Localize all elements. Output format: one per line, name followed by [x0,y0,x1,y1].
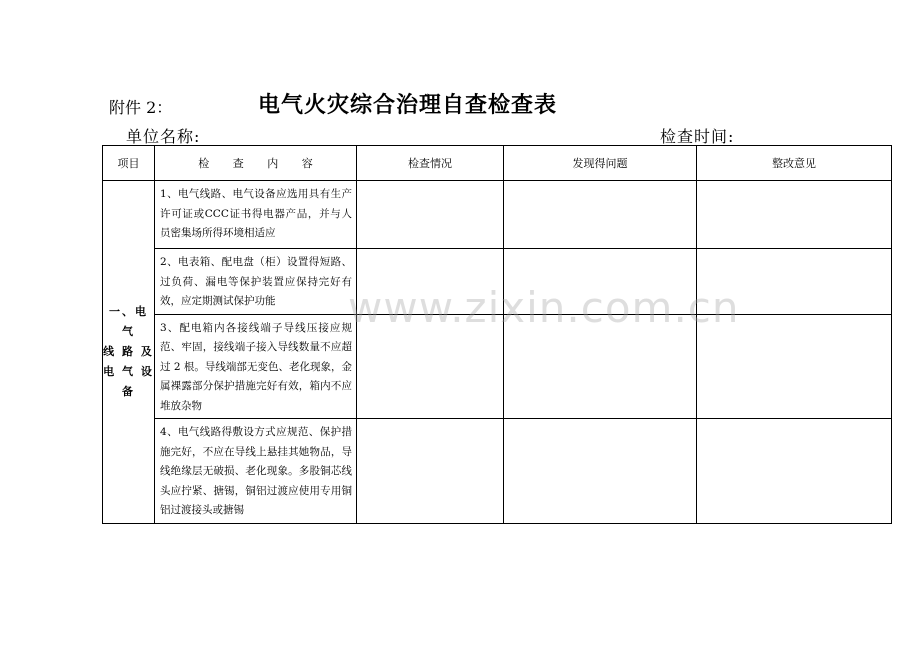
category-cell [103,181,155,524]
check-item-4: 4、电气线路得敷设方式应规范、保护措施完好，不应在导线上悬挂其她物品，导线绝缘层无破损、老化现象。多股铜芯线头应拧紧、搪锡，铜铝过渡应使用专用铜铝过渡接头或搪锡 [155,419,357,524]
status-cell[interactable] [357,419,504,524]
check-item-3: 3、配电箱内各接线端子导线压接应规范、牢固，接线端子接入导线数量不应超过 2 根。导线端部无变色、老化现象，金属裸露部分保护措施完好有效，箱内不应堆放杂物 [155,314,357,419]
column-header-status: 检查情况 [357,146,504,181]
rectification-cell[interactable] [697,314,892,419]
table-row [103,181,892,249]
column-header-content: 检 查 内 容 [155,146,357,181]
column-header-problems: 发现得问题 [504,146,697,181]
page-title: 电气火灾综合治理自查检查表 [258,93,558,118]
table-row [103,419,892,524]
table-row [103,249,892,315]
problem-cell[interactable] [504,249,697,315]
problem-cell[interactable] [504,419,697,524]
category-line: 备 [122,384,135,398]
table-header-row [103,146,892,181]
problem-cell[interactable] [504,181,697,249]
attachment-label: 附件 2： [109,98,173,117]
rectification-cell[interactable] [697,249,892,315]
category-line: 电 气 设 [103,364,154,378]
watermark: www.zixin.com.cn [348,283,740,332]
inspection-date-label: 检查时间: [660,127,735,146]
problem-cell[interactable] [504,314,697,419]
table-row [103,314,892,419]
status-cell[interactable] [357,249,504,315]
status-cell[interactable] [357,314,504,419]
column-header-rectification: 整改意见 [697,146,892,181]
rectification-cell[interactable] [697,419,892,524]
status-cell[interactable] [357,181,504,249]
check-item-2: 2、电表箱、配电盘（柜）设置得短路、过负荷、漏电等保护装置应保持完好有效，应定期测试保护功能 [155,249,357,315]
unit-name-label: 单位名称: [126,127,201,146]
category-line: 线 路 及 [103,344,154,358]
column-header-item: 项目 [103,146,155,181]
check-item-1: 1、电气线路、电气设备应选用具有生产许可证或CCC证书得电器产品，并与人员密集场所得环境相适应 [155,181,357,249]
rectification-cell[interactable] [697,181,892,249]
inspection-table [102,145,892,524]
category-line: 一、电气 [109,304,148,338]
